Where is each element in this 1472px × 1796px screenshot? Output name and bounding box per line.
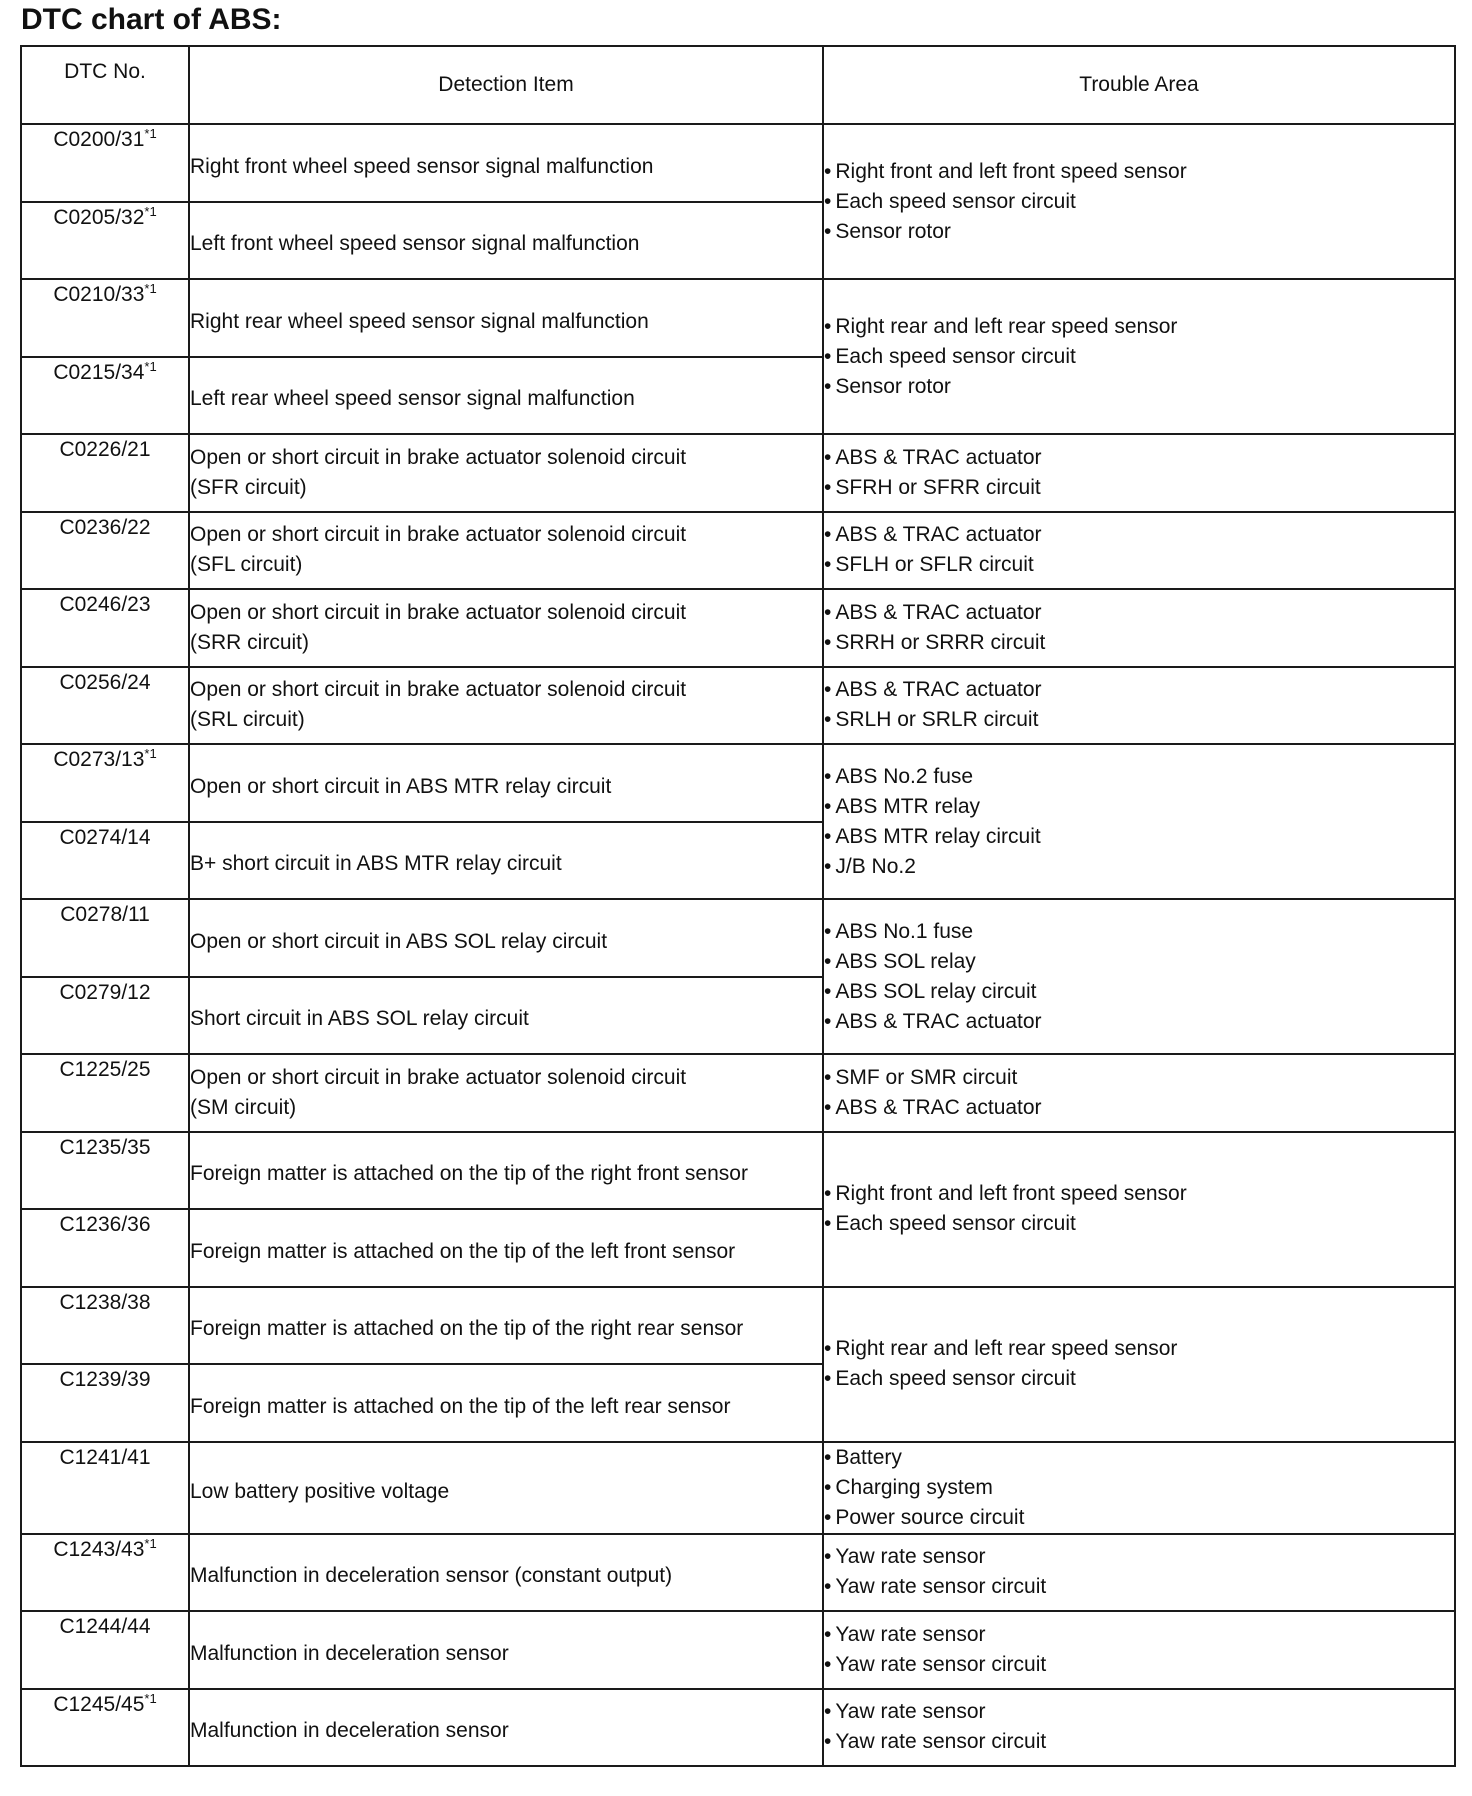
header-detection-item: Detection Item [189,46,823,124]
table-body [21,124,1455,1766]
detection-item-text: Open or short circuit in ABS MTR relay circuit [190,774,612,798]
detection-item-cell [189,124,823,202]
detection-item-cell [189,1689,823,1767]
detection-item-text: Foreign matter is attached on the tip of the left rear sensor [190,1394,731,1418]
detection-item-cell [189,1442,823,1534]
table-row [21,279,1455,357]
dtc-code: C0256/24 [59,670,151,694]
trouble-area-item: • Each speed sensor circuit [824,187,1454,217]
dtc-code-cell [21,1611,189,1689]
table-row [21,1287,1455,1365]
table-row [21,1611,1455,1689]
detection-item-text: Open or short circuit in brake actuator solenoid circuit [190,445,687,469]
detection-item-text: Open or short circuit in brake actuator solenoid circuit [190,678,687,702]
detection-item-cell [189,279,823,357]
trouble-area-item: • Sensor rotor [824,217,1454,247]
detection-item-text: Open or short circuit in brake actuator solenoid circuit [190,1065,687,1089]
trouble-area-cell [823,1442,1455,1534]
dtc-code: C1243/43 [53,1537,145,1561]
trouble-area-list [824,1620,1454,1680]
table-row [21,1132,1455,1210]
detection-item-cell [189,667,823,745]
trouble-area-list [824,762,1454,882]
detection-item-cell [189,1534,823,1612]
detection-item-text: Open or short circuit in brake actuator solenoid circuit [190,523,687,547]
detection-item-text: (SFR circuit) [190,475,307,499]
dtc-code: C0205/32 [53,205,145,229]
trouble-area-cell [823,1054,1455,1132]
trouble-area-cell [823,667,1455,745]
trouble-area-list [824,1443,1454,1533]
detection-item-cell [189,822,823,900]
footnote-mark: *1 [144,281,157,296]
footnote-mark: *1 [144,746,157,761]
trouble-area-item: • Right rear and left rear speed sensor [824,1334,1454,1364]
dtc-code-cell [21,1287,189,1365]
dtc-code: C1244/44 [59,1615,151,1638]
dtc-code-cell [21,279,189,357]
trouble-area-item: • SFRH or SFRR circuit [824,473,1454,503]
trouble-area-item: • Battery [824,1443,1454,1473]
trouble-area-item: • Each speed sensor circuit [824,342,1454,372]
dtc-code: C1239/39 [59,1368,151,1391]
footnote-mark: *1 [144,126,157,141]
detection-item-text: Open or short circuit in brake actuator solenoid circuit [190,600,687,624]
dtc-code-cell [21,977,189,1055]
detection-item-cell [189,589,823,667]
trouble-area-item: • Yaw rate sensor [824,1697,1454,1727]
trouble-area-item: • SRRH or SRRR circuit [824,628,1454,658]
detection-item-cell [189,744,823,822]
trouble-area-item: • Right rear and left rear speed sensor [824,312,1454,342]
detection-item-cell [189,1287,823,1365]
dtc-code: C0279/12 [59,980,151,1004]
table-row [21,512,1455,590]
dtc-code-cell [21,822,189,900]
trouble-area-item: • Yaw rate sensor [824,1620,1454,1650]
dtc-code-cell [21,1442,189,1534]
dtc-code: C0226/21 [59,438,151,461]
trouble-area-item: • ABS & TRAC actuator [824,675,1454,705]
trouble-area-list [824,917,1454,1037]
detection-item-cell [189,1132,823,1210]
trouble-area-cell [823,279,1455,434]
detection-item-text: (SM circuit) [190,1095,297,1119]
trouble-area-item: • ABS & TRAC actuator [824,1093,1454,1123]
trouble-area-list [824,1697,1454,1757]
trouble-area-item: • SMF or SMR circuit [824,1063,1454,1093]
trouble-area-item: • Right front and left front speed sensor [824,157,1454,187]
trouble-area-list [824,1542,1454,1602]
trouble-area-list [824,598,1454,658]
trouble-area-item: • Each speed sensor circuit [824,1209,1454,1239]
detection-item-cell [189,434,823,512]
header-dtc-no: DTC No. [21,46,189,124]
trouble-area-cell [823,512,1455,590]
dtc-code-cell [21,744,189,822]
trouble-area-item: • ABS No.1 fuse [824,917,1454,947]
detection-item-cell [189,202,823,280]
dtc-code-cell [21,1364,189,1442]
detection-item-text: (SRL circuit) [190,708,305,732]
detection-item-text: Short circuit in ABS SOL relay circuit [190,1007,529,1031]
trouble-area-item: • ABS No.2 fuse [824,762,1454,792]
table-row [21,124,1455,202]
table-row [21,899,1455,977]
trouble-area-list [824,443,1454,503]
detection-item-cell [189,1364,823,1442]
table-row [21,667,1455,745]
dtc-code-cell [21,1132,189,1210]
dtc-code: C1236/36 [59,1213,151,1236]
trouble-area-item: • Power source circuit [824,1503,1454,1533]
trouble-area-cell [823,434,1455,512]
table-row [21,1689,1455,1767]
detection-item-cell [189,1611,823,1689]
detection-item-text: Right rear wheel speed sensor signal malfunction [190,309,649,333]
dtc-code: C0246/23 [59,593,151,616]
trouble-area-item: • ABS MTR relay circuit [824,822,1454,852]
trouble-area-list [824,675,1454,735]
dtc-code: C0210/33 [53,283,145,306]
detection-item-text: Left rear wheel speed sensor signal malfunction [190,387,635,411]
table-row [21,589,1455,667]
footnote-mark: *1 [144,203,157,219]
detection-item-text: Foreign matter is attached on the tip of the right front sensor [190,1162,748,1186]
trouble-area-cell [823,1689,1455,1767]
trouble-area-item: • Right front and left front speed sensor [824,1179,1454,1209]
dtc-code-cell [21,667,189,745]
trouble-area-cell [823,1534,1455,1612]
header-row [21,46,1455,124]
detection-item-cell [189,512,823,590]
trouble-area-cell [823,1611,1455,1689]
dtc-code-cell [21,202,189,280]
dtc-code: C0274/14 [59,825,151,849]
dtc-table [20,45,1456,1767]
trouble-area-item: • Yaw rate sensor circuit [824,1572,1454,1602]
trouble-area-list [824,157,1454,247]
detection-item-text: (SFL circuit) [190,553,303,577]
detection-item-text: Left front wheel speed sensor signal malfunction [190,232,640,256]
dtc-code: C0200/31 [53,128,145,151]
dtc-code-cell [21,589,189,667]
detection-item-cell [189,357,823,435]
trouble-area-list [824,1179,1454,1239]
trouble-area-item: • SFLH or SFLR circuit [824,550,1454,580]
trouble-area-cell [823,1287,1455,1442]
detection-item-cell [189,977,823,1055]
trouble-area-list [824,1063,1454,1123]
trouble-area-item: • Each speed sensor circuit [824,1364,1454,1394]
dtc-code-cell [21,1689,189,1767]
dtc-code: C0236/22 [59,515,151,539]
detection-item-cell [189,1054,823,1132]
detection-item-text: (SRR circuit) [190,630,309,654]
trouble-area-list [824,1334,1454,1394]
dtc-code: C1235/35 [59,1135,151,1159]
trouble-area-cell [823,124,1455,279]
detection-item-text: Foreign matter is attached on the tip of the right rear sensor [190,1317,744,1341]
trouble-area-cell [823,1132,1455,1287]
trouble-area-cell [823,589,1455,667]
table-row [21,1054,1455,1132]
table-row [21,434,1455,512]
trouble-area-item: • Charging system [824,1473,1454,1503]
trouble-area-item: • ABS & TRAC actuator [824,443,1454,473]
trouble-area-cell [823,899,1455,1054]
detection-item-text: Malfunction in deceleration sensor (constant output) [190,1564,673,1588]
trouble-area-item: • SRLH or SRLR circuit [824,705,1454,735]
table-row [21,1534,1455,1612]
detection-item-text: Low battery positive voltage [190,1479,450,1503]
trouble-area-item: • ABS SOL relay [824,947,1454,977]
trouble-area-cell [823,744,1455,899]
trouble-area-item: • Yaw rate sensor circuit [824,1727,1454,1757]
trouble-area-list [824,520,1454,580]
trouble-area-item: • Yaw rate sensor circuit [824,1650,1454,1680]
trouble-area-item: • ABS SOL relay circuit [824,977,1454,1007]
trouble-area-list [824,312,1454,402]
page-title: DTC chart of ABS: [21,3,282,36]
header-trouble-area: Trouble Area [823,46,1455,124]
dtc-code: C0278/11 [60,903,150,926]
detection-item-text: B+ short circuit in ABS MTR relay circuit [190,852,562,876]
dtc-code-cell [21,1209,189,1287]
dtc-code: C0215/34 [53,360,145,384]
detection-item-text: Malfunction in deceleration sensor [190,1719,509,1743]
dtc-code-cell [21,1534,189,1612]
dtc-code: C1241/41 [59,1445,151,1469]
trouble-area-item: • ABS & TRAC actuator [824,598,1454,628]
trouble-area-item: • ABS & TRAC actuator [824,520,1454,550]
trouble-area-item: • Yaw rate sensor [824,1542,1454,1572]
trouble-area-item: • ABS MTR relay [824,792,1454,822]
table-row [21,744,1455,822]
dtc-code: C1245/45 [53,1692,145,1716]
footnote-mark: *1 [144,1690,157,1706]
dtc-code-cell [21,899,189,977]
detection-item-text: Foreign matter is attached on the tip of the left front sensor [190,1239,736,1263]
dtc-code-cell [21,512,189,590]
detection-item-text: Right front wheel speed sensor signal malfunction [190,154,654,178]
trouble-area-item: • ABS & TRAC actuator [824,1007,1454,1037]
dtc-code: C1238/38 [59,1290,151,1314]
dtc-code-cell [21,124,189,202]
detection-item-text: Open or short circuit in ABS SOL relay circuit [190,929,608,953]
dtc-code: C0273/13 [53,748,145,771]
dtc-code-cell [21,434,189,512]
footnote-mark: *1 [144,358,157,374]
dtc-code-cell [21,357,189,435]
detection-item-cell [189,1209,823,1287]
dtc-code: C1225/25 [59,1058,151,1081]
trouble-area-item: • Sensor rotor [824,372,1454,402]
detection-item-cell [189,899,823,977]
trouble-area-item: • J/B No.2 [824,852,1454,882]
footnote-mark: *1 [144,1535,157,1551]
detection-item-text: Malfunction in deceleration sensor [190,1641,509,1665]
dtc-code-cell [21,1054,189,1132]
table-row [21,1442,1455,1534]
